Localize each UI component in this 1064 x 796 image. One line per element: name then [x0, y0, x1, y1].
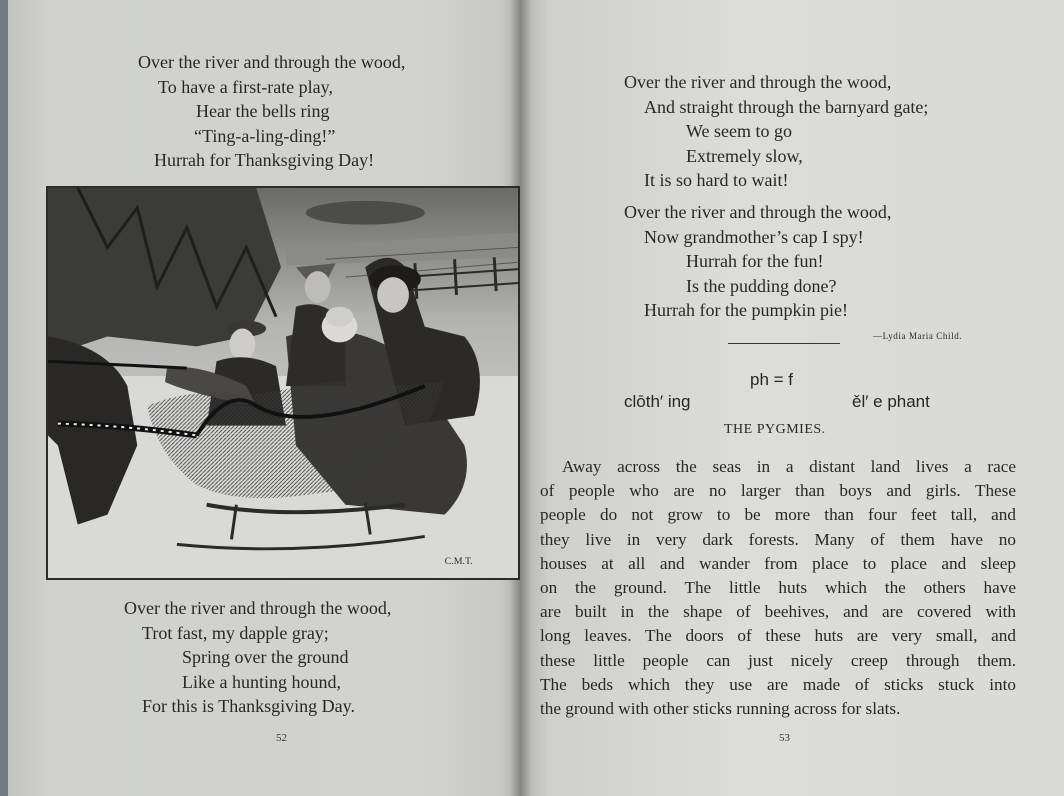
verse-line: Hear the bells ring: [196, 101, 330, 121]
verse-line: Spring over the ground: [182, 647, 349, 667]
verse-line: “Ting-a-ling-ding!”: [194, 125, 336, 146]
prose-line: The beds which they use are made of sticks stuck into: [540, 674, 1016, 694]
verse-line: Is the pudding done?: [686, 275, 837, 296]
prose-line: they live in very dark forests. Many of them have no: [540, 529, 1016, 549]
phonics-word-one: clōth′ ing: [624, 392, 691, 411]
verse-line: Like a hunting hound,: [182, 671, 341, 692]
pygmies-paragraph: [540, 455, 1016, 721]
left-verse-bottom: [124, 596, 391, 719]
section-divider: [728, 343, 840, 344]
verse-line: And straight through the barnyard gate;: [644, 96, 929, 117]
verse-line: Hurrah for the pumpkin pie!: [644, 300, 848, 320]
prose-line: are built in the shape of beehives, and are covered with: [540, 602, 1016, 622]
right-verse-two: [624, 200, 891, 323]
prose-line: long leaves. The doors of these huts are very small, and: [540, 626, 1016, 646]
verse-line: Over the river and through the wood,: [624, 72, 892, 92]
sleigh-ride-illustration: [46, 186, 520, 580]
verse-line: Now grandmother’s cap I spy!: [644, 226, 864, 247]
verse-line: Hurrah for the fun!: [686, 251, 824, 271]
verse-line: Extremely slow,: [686, 145, 803, 166]
prose-line: Away across the seas in a distant land lives a race: [562, 457, 1016, 476]
prose-line: of people who are no larger than boys and girls. These: [540, 481, 1016, 501]
verse-line: Over the river and through the wood,: [124, 598, 392, 618]
illustration-signature: C.M.T.: [444, 556, 473, 568]
section-heading: THE PYGMIES.: [724, 422, 826, 437]
verse-line: Trot fast, my dapple gray;: [142, 622, 329, 643]
prose-line: people do not grow to be more than four feet tall, and: [540, 505, 1016, 525]
left-page-number: 52: [276, 732, 287, 744]
verse-line: We seem to go: [686, 121, 793, 141]
left-verse-top: [138, 50, 405, 173]
verse-line: To have a first-rate play,: [158, 76, 333, 97]
prose-line: these little people can just nicely creep through them.: [540, 650, 1016, 670]
phonics-rule: ph = f: [750, 370, 794, 389]
verse-line: It is so hard to wait!: [644, 170, 789, 190]
prose-line: the ground with other sticks running across for slats.: [540, 699, 901, 719]
verse-line: Over the river and through the wood,: [624, 202, 892, 222]
prose-line: houses at all and wander from place to place and sleep: [540, 553, 1016, 573]
prose-line: on the ground. The little huts which the others have: [540, 578, 1016, 598]
verse-line: Hurrah for Thanksgiving Day!: [154, 150, 375, 170]
verse-line: For this is Thanksgiving Day.: [142, 696, 356, 716]
right-verse-one: [624, 70, 928, 193]
verse-line: Over the river and through the wood,: [138, 52, 406, 72]
poem-attribution: —Lydia Maria Child.: [873, 331, 963, 341]
right-page-number: 53: [779, 732, 790, 744]
illustration-drawing: [48, 188, 518, 578]
phonics-word-two: ěl′ e phant: [852, 392, 930, 411]
